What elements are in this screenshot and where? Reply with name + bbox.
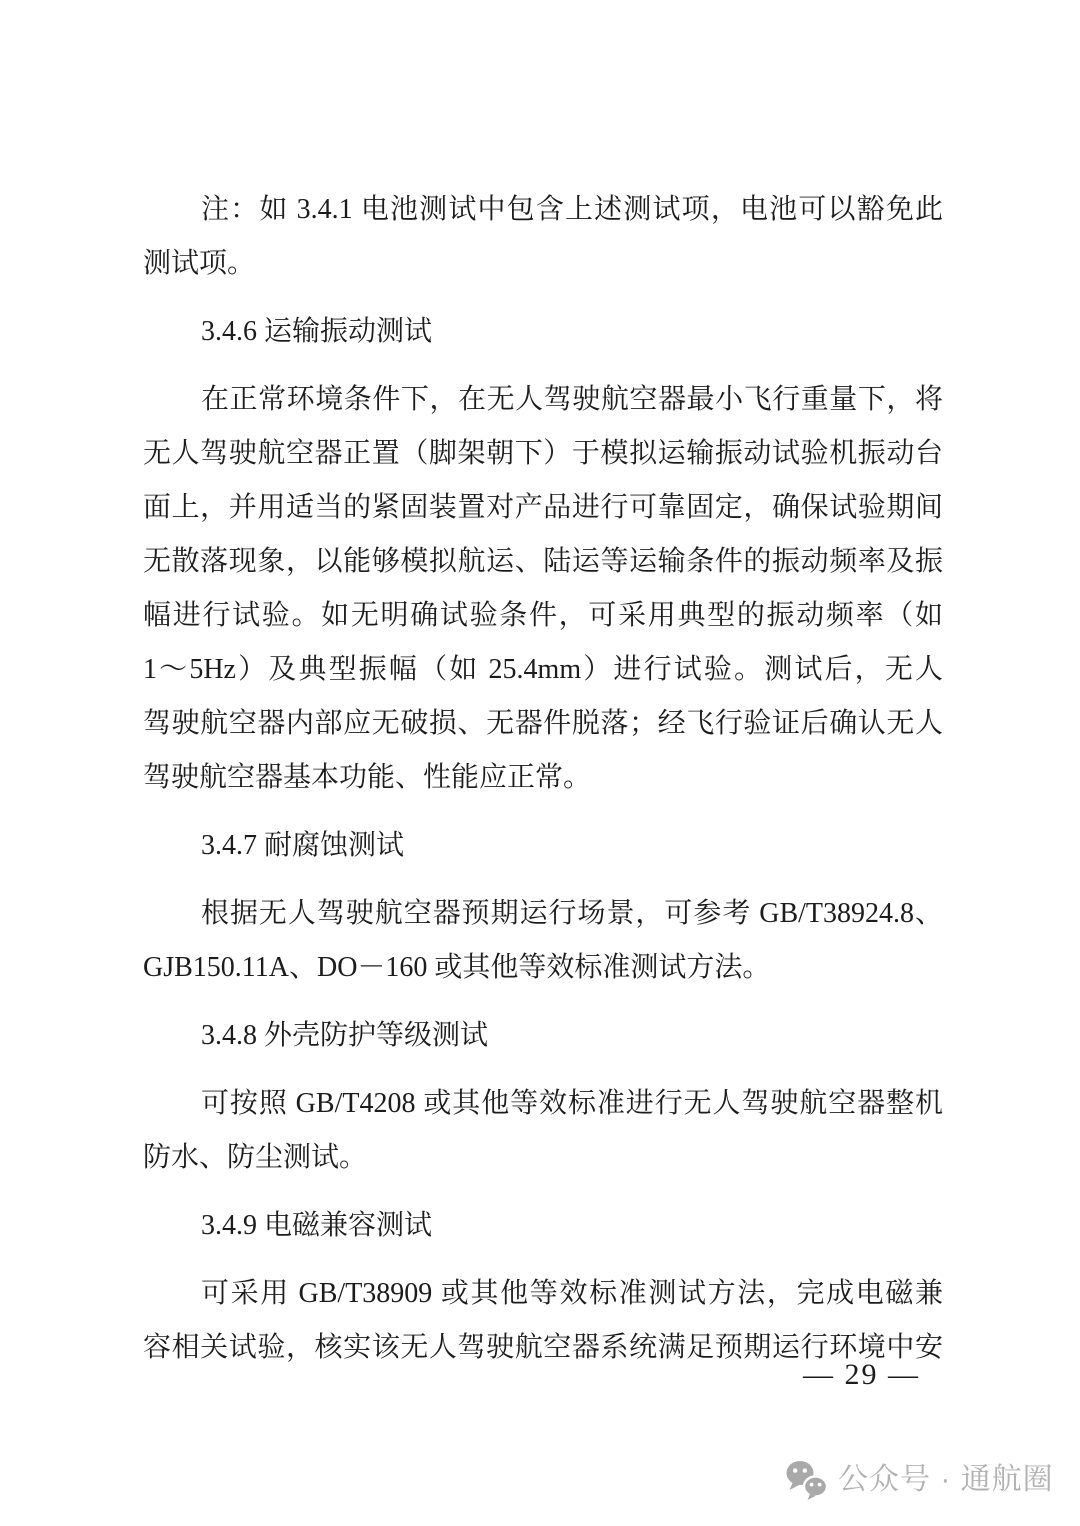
document-line: 容相关试验，核实该无人驾驶航空器系统满足预期运行环境中安	[143, 1332, 943, 1363]
page-number: — 29 —	[803, 1358, 920, 1391]
document-line: 可按照 GB/T4208 或其他等效标准进行无人驾驶航空器整机	[201, 1088, 943, 1119]
document-line: 测试项。	[143, 248, 256, 279]
document-line: 注：如 3.4.1 电池测试中包含上述测试项，电池可以豁免此	[201, 194, 943, 225]
wechat-icon	[786, 1460, 828, 1500]
document-line: 驾驶航空器内部应无破损、无器件脱落；经飞行验证后确认无人	[143, 708, 943, 739]
section-heading: 3.4.9 电磁兼容测试	[201, 1210, 433, 1241]
document-line: 面上，并用适当的紧固装置对产品进行可靠固定，确保试验期间	[143, 492, 943, 523]
section-heading: 3.4.7 耐腐蚀测试	[201, 830, 405, 861]
watermark-label: 公众号 · 通航圈	[838, 1463, 1054, 1496]
document-line: GJB150.11A、DO－160 或其他等效标准测试方法。	[143, 952, 771, 983]
document-line: 无人驾驶航空器正置（脚架朝下）于模拟运输振动试验机振动台	[143, 438, 943, 469]
document-line: 驾驶航空器基本功能、性能应正常。	[143, 762, 592, 793]
document-line: 无散落现象，以能够模拟航运、陆运等运输条件的振动频率及振	[143, 546, 943, 577]
document-line: 1～5Hz）及典型振幅（如 25.4mm）进行试验。测试后，无人	[143, 654, 943, 685]
document-line: 在正常环境条件下，在无人驾驶航空器最小飞行重量下，将	[201, 384, 943, 415]
document-line: 可采用 GB/T38909 或其他等效标准测试方法，完成电磁兼	[201, 1278, 943, 1309]
document-line: 根据无人驾驶航空器预期运行场景，可参考 GB/T38924.8、	[201, 898, 943, 929]
section-heading: 3.4.6 运输振动测试	[201, 316, 433, 347]
document-body	[143, 183, 943, 1375]
watermark-footer	[786, 1460, 1054, 1500]
document-line: 防水、防尘测试。	[143, 1142, 368, 1173]
document-line: 幅进行试验。如无明确试验条件，可采用典型的振动频率（如	[143, 600, 943, 631]
section-heading: 3.4.8 外壳防护等级测试	[201, 1020, 489, 1051]
